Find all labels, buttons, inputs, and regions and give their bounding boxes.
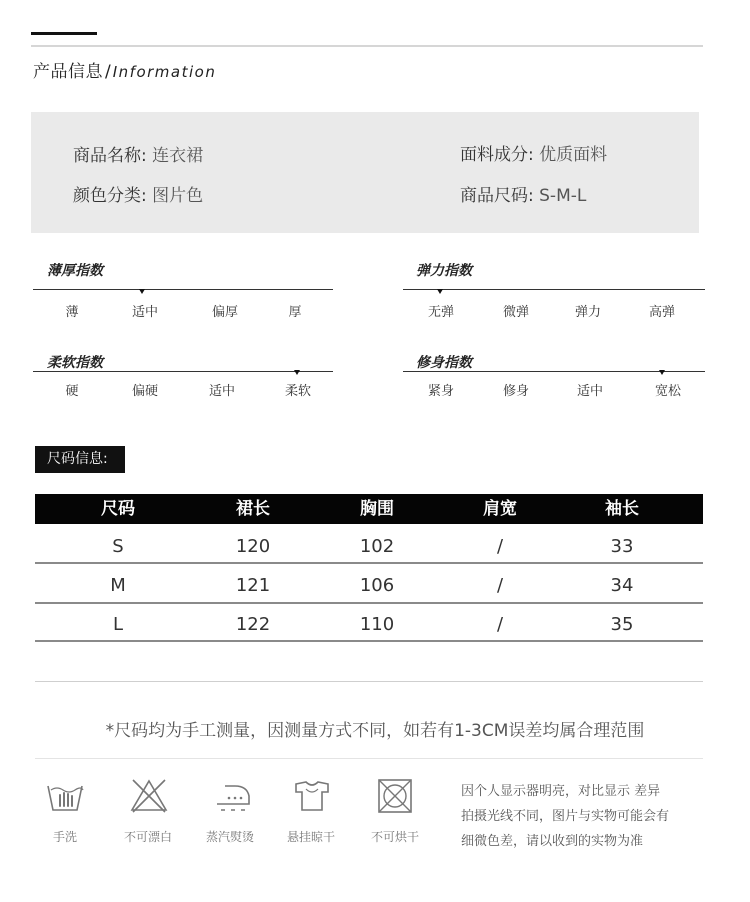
table-cell: 33 bbox=[610, 536, 634, 557]
header-divider bbox=[31, 45, 703, 47]
softness-index-title: 柔软指数 bbox=[47, 355, 103, 371]
table-cell: L bbox=[112, 614, 124, 635]
size-info-label: 尺码信息: bbox=[35, 446, 125, 473]
table-cell: 106 bbox=[359, 575, 395, 596]
size-table-header bbox=[35, 494, 703, 524]
care-label: 悬挂晾干 bbox=[286, 830, 335, 844]
info-name-label: 商品名称: bbox=[73, 146, 147, 166]
info-fabric bbox=[460, 140, 607, 165]
table-cell: / bbox=[496, 614, 504, 635]
elasticity-index-title: 弹力指数 bbox=[416, 263, 472, 279]
elasticity-option: 微弹 bbox=[502, 305, 529, 320]
page-title-separator: / bbox=[105, 62, 111, 82]
thickness-option: 适中 bbox=[131, 305, 158, 320]
elasticity-index-scale bbox=[403, 289, 705, 290]
no-bleach-icon bbox=[129, 776, 169, 816]
size-table-header-cell: 肩宽 bbox=[483, 499, 517, 519]
elasticity-option: 弹力 bbox=[574, 305, 601, 320]
section-divider bbox=[35, 681, 703, 682]
fit-option: 修身 bbox=[502, 384, 529, 399]
table-cell: 110 bbox=[359, 614, 395, 635]
disclaimer-line: 细微色差，请以收到的实物为准 bbox=[461, 834, 644, 849]
color-disclaimer bbox=[461, 779, 669, 854]
row-divider bbox=[35, 562, 703, 564]
disclaimer-line: 拍摄光线不同，图片与实物可能会有 bbox=[461, 809, 670, 824]
care-divider bbox=[35, 758, 703, 759]
softness-index-scale bbox=[33, 371, 333, 372]
table-cell: 121 bbox=[235, 575, 271, 596]
elasticity-option: 高弹 bbox=[648, 305, 675, 320]
table-cell: 122 bbox=[235, 614, 271, 635]
page-title-en: Information bbox=[112, 63, 217, 81]
row-divider bbox=[35, 602, 703, 604]
info-fabric-value: 优质面料 bbox=[539, 145, 608, 165]
thickness-index-title: 薄厚指数 bbox=[47, 263, 103, 279]
table-cell: / bbox=[496, 575, 504, 596]
thickness-option: 薄 bbox=[65, 305, 79, 320]
fit-index-marker bbox=[659, 370, 665, 375]
thickness-option: 偏厚 bbox=[211, 305, 238, 320]
fit-option: 紧身 bbox=[427, 384, 454, 399]
info-size-value: S-M-L bbox=[539, 186, 587, 206]
steam-iron-icon bbox=[213, 776, 253, 816]
elasticity-option: 无弹 bbox=[427, 305, 454, 320]
product-info-box bbox=[31, 112, 699, 233]
info-size-label: 商品尺码: bbox=[460, 186, 534, 206]
care-label: 不可烘干 bbox=[370, 830, 419, 844]
table-cell: 34 bbox=[610, 575, 634, 596]
size-table-header-cell: 尺码 bbox=[101, 499, 135, 519]
care-label: 蒸汽熨烫 bbox=[205, 830, 254, 844]
softness-option: 偏硬 bbox=[131, 384, 158, 399]
row-divider bbox=[35, 640, 703, 642]
softness-option: 适中 bbox=[208, 384, 235, 399]
thickness-index-marker bbox=[139, 289, 145, 294]
size-table-header-cell: 袖长 bbox=[605, 499, 639, 519]
page-title bbox=[33, 57, 216, 82]
fit-index-title: 修身指数 bbox=[416, 355, 472, 371]
fit-option: 宽松 bbox=[654, 384, 681, 399]
softness-index-marker bbox=[294, 370, 300, 375]
table-cell: M bbox=[110, 575, 126, 596]
header-accent-bar bbox=[31, 32, 97, 35]
thickness-option: 厚 bbox=[288, 305, 302, 320]
elasticity-index-marker bbox=[437, 289, 443, 294]
info-color-value: 图片色 bbox=[152, 186, 204, 206]
table-cell: 120 bbox=[235, 536, 271, 557]
measurement-note: *尺码均为手工测量，因测量方式不同，如若有1-3CM误差均属合理范围 bbox=[105, 721, 645, 741]
info-fabric-label: 面料成分: bbox=[460, 145, 534, 165]
info-color bbox=[73, 181, 203, 206]
table-cell: 102 bbox=[359, 536, 395, 557]
table-cell: S bbox=[112, 536, 124, 557]
no-tumble-dry-icon bbox=[375, 776, 415, 816]
size-table-header-cell: 裙长 bbox=[236, 499, 270, 519]
page-title-cn: 产品信息 bbox=[33, 62, 103, 82]
care-label: 不可漂白 bbox=[123, 830, 172, 844]
info-size bbox=[460, 181, 586, 206]
care-label: 手洗 bbox=[52, 830, 77, 844]
disclaimer-line: 因个人显示器明亮，对比显示 差异 bbox=[461, 784, 661, 799]
info-name-value: 连衣裙 bbox=[152, 146, 204, 166]
fit-option: 适中 bbox=[576, 384, 603, 399]
size-table-header-cell: 胸围 bbox=[360, 499, 394, 519]
softness-option: 柔软 bbox=[284, 384, 311, 399]
table-cell: 35 bbox=[610, 614, 634, 635]
table-cell: / bbox=[496, 536, 504, 557]
hand-wash-icon bbox=[45, 776, 85, 816]
hang-dry-icon bbox=[292, 776, 332, 816]
info-name bbox=[73, 141, 203, 166]
thickness-index-scale bbox=[33, 289, 333, 290]
softness-option: 硬 bbox=[65, 384, 79, 399]
info-color-label: 颜色分类: bbox=[73, 186, 147, 206]
